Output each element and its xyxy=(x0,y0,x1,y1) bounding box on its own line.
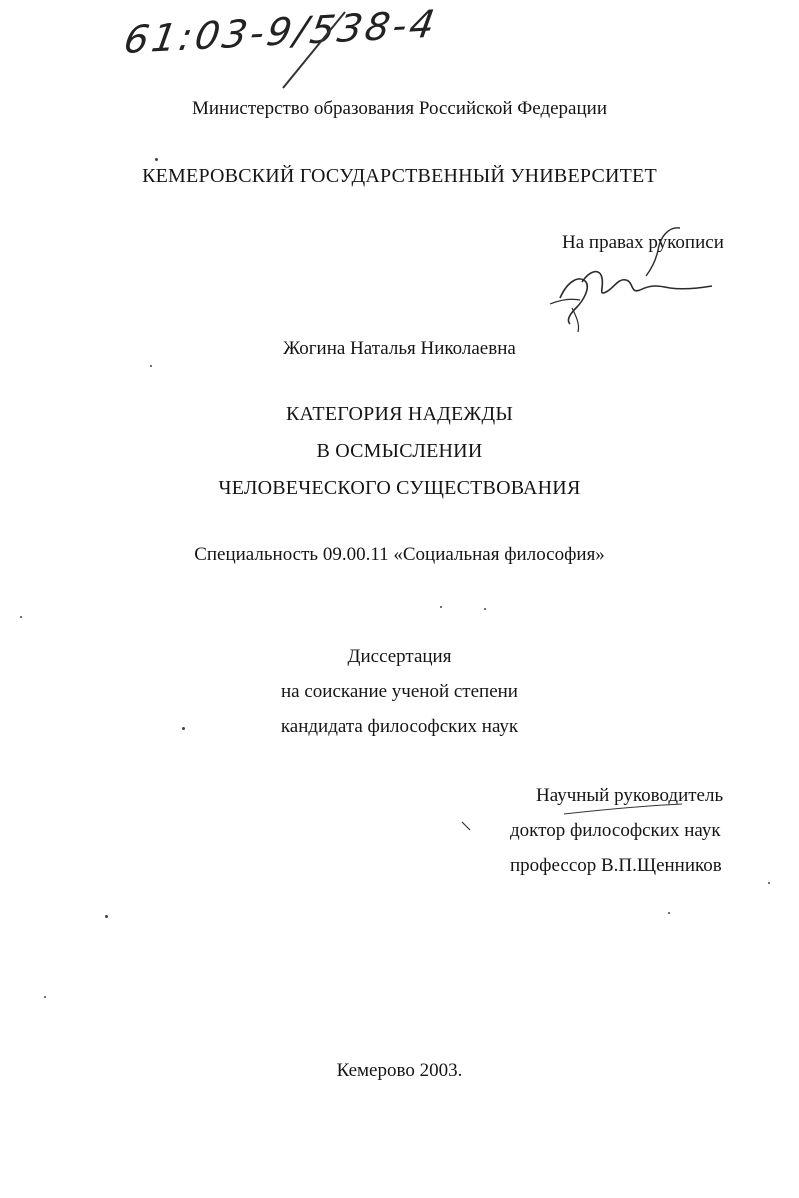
ministry-line: Министерство образования Российской Федерации xyxy=(192,98,607,119)
title-line-1: КАТЕГОРИЯ НАДЕЖДЫ xyxy=(285,403,514,425)
supervisor-degree: доктор философских наук xyxy=(510,820,721,841)
scan-speck xyxy=(484,608,486,610)
scan-speck xyxy=(182,727,185,730)
supervisor-role: Научный руководитель xyxy=(536,785,724,806)
supervisor-name: профессор В.П.Щенников xyxy=(510,855,722,876)
author-name: Жогина Наталья Николаевна xyxy=(283,338,516,359)
handwritten-archive-number: 61:03-9/538-4 xyxy=(120,1,441,62)
scan-speck xyxy=(155,158,158,161)
manuscript-rights-note: На правах рукописи xyxy=(562,232,724,253)
scan-speck xyxy=(20,616,22,618)
specialty-line: Специальность 09.00.11 «Социальная философия» xyxy=(194,544,605,565)
title-line-3: ЧЕЛОВЕЧЕСКОГО СУЩЕСТВОВАНИЯ xyxy=(218,477,581,499)
degree-line-3: кандидата философских наук xyxy=(280,716,519,737)
university-name: КЕМЕРОВСКИЙ ГОСУДАРСТВЕННЫЙ УНИВЕРСИТЕТ xyxy=(142,165,657,187)
title-line-2: В ОСМЫСЛЕНИИ xyxy=(316,440,483,462)
scan-speck xyxy=(440,606,442,608)
degree-line-2: на соискание ученой степени xyxy=(281,681,518,702)
supervisor-underline-mark xyxy=(560,800,690,818)
scan-speck xyxy=(105,915,108,918)
scan-speck xyxy=(768,882,770,884)
scan-speck xyxy=(150,365,152,367)
place-and-year: Кемерово 2003. xyxy=(336,1060,463,1081)
scan-speck xyxy=(44,996,46,998)
scan-speck xyxy=(668,912,670,914)
degree-line-1: Диссертация xyxy=(347,646,452,667)
stray-pen-mark xyxy=(460,820,474,834)
